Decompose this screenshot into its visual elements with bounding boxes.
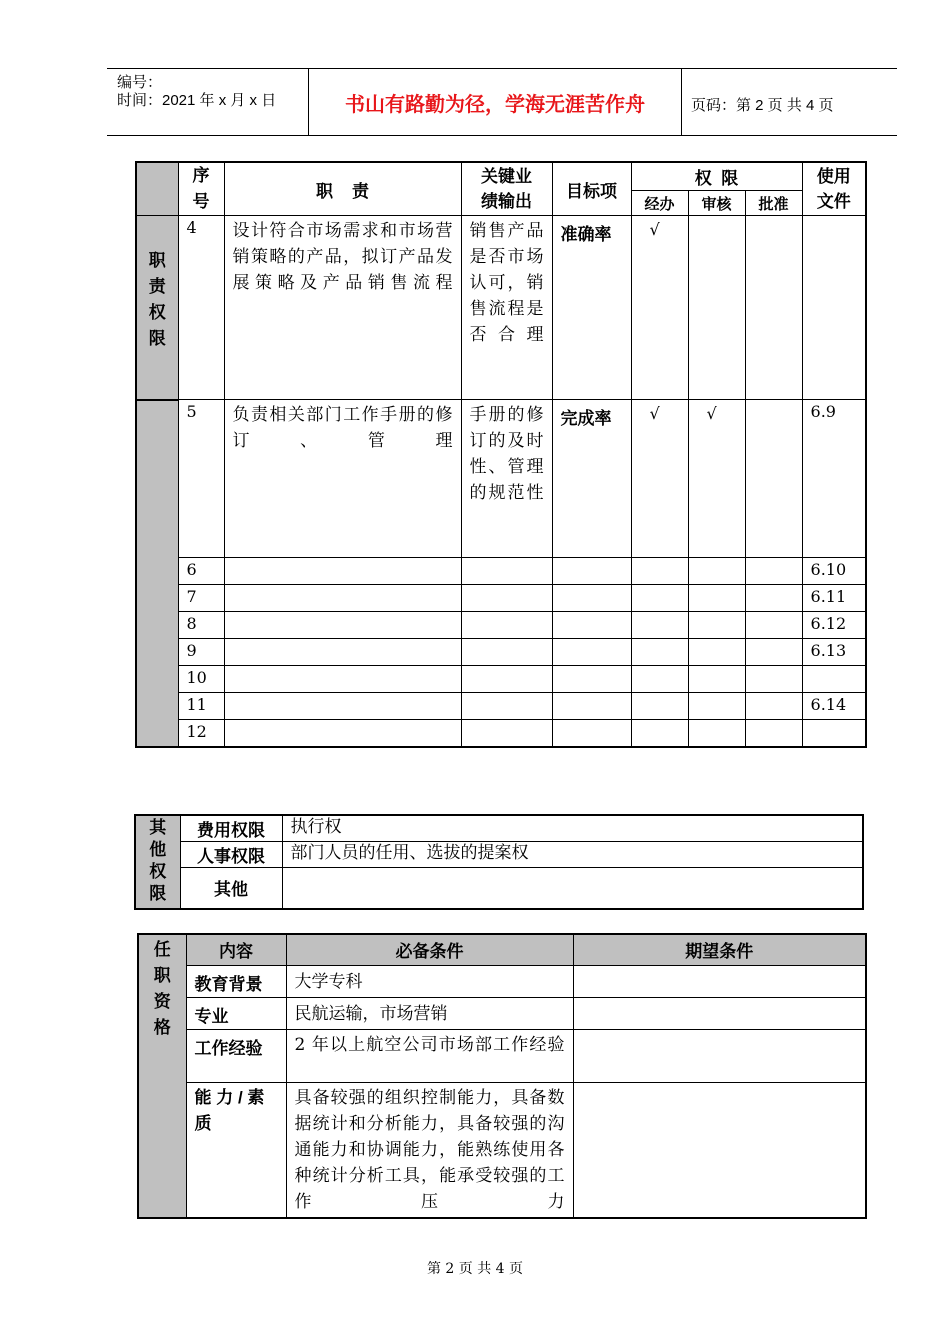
- row-handle: [631, 666, 688, 693]
- row-handle: [631, 585, 688, 612]
- row-output: 手册的修订的及时性、管理的规范性: [461, 400, 552, 558]
- row-output: [461, 639, 552, 666]
- row-output: [461, 666, 552, 693]
- section-label-responsibilities: 职责权限: [136, 216, 178, 400]
- row-output: [461, 585, 552, 612]
- row-seq: 9: [178, 639, 224, 666]
- row-duty: [224, 639, 461, 666]
- row-value: 部门人员的任用、选拔的提案权: [282, 842, 863, 868]
- row-label: 费用权限: [180, 815, 282, 842]
- other-authority-table: [134, 814, 864, 910]
- row-approve: [745, 639, 802, 666]
- row-required: 具备较强的组织控制能力，具备数据统计和分析能力，具备较强的沟通能力和协调能力，能熟练使用各种统计分析工具，能承受较强的工作压力: [286, 1082, 573, 1218]
- table-row: [135, 815, 863, 842]
- row-doc: [802, 216, 866, 400]
- row-seq: 11: [178, 693, 224, 720]
- table-row: [135, 842, 863, 868]
- row-duty: [224, 693, 461, 720]
- row-doc: 6.9: [802, 400, 866, 558]
- row-label: 专业: [186, 997, 286, 1029]
- row-output: [461, 720, 552, 747]
- header-bottom-rule: [107, 135, 897, 136]
- row-label: 其他: [180, 868, 282, 909]
- row-review: [688, 216, 745, 400]
- table-row: [136, 720, 866, 747]
- row-doc: 6.14: [802, 693, 866, 720]
- header-required: 必备条件: [286, 934, 573, 965]
- row-duty: [224, 720, 461, 747]
- table-header-row: [138, 934, 866, 965]
- row-approve: [745, 558, 802, 585]
- table-row: [138, 1029, 866, 1082]
- row-required: 2 年以上航空公司市场部工作经验: [286, 1029, 573, 1082]
- row-approve: [745, 585, 802, 612]
- header-number: 编号：: [117, 74, 163, 91]
- row-required: 大学专科: [286, 965, 573, 997]
- header-seq: 序号: [178, 162, 224, 216]
- row-output: [461, 558, 552, 585]
- row-review: [688, 639, 745, 666]
- row-review: [688, 693, 745, 720]
- row-review: √: [688, 400, 745, 558]
- row-duty: [224, 558, 461, 585]
- row-approve: [745, 400, 802, 558]
- row-target: 准确率: [552, 216, 631, 400]
- header-top-rule: [107, 68, 897, 69]
- header-target: 目标项: [552, 162, 631, 216]
- row-doc: 6.12: [802, 612, 866, 639]
- row-review: [688, 585, 745, 612]
- page-footer: 第 2 页 共 4 页: [426, 1261, 524, 1277]
- row-seq: 7: [178, 585, 224, 612]
- row-label: 人事权限: [180, 842, 282, 868]
- row-handle: √: [631, 216, 688, 400]
- header-handle: 经办: [631, 191, 688, 216]
- row-seq: 12: [178, 720, 224, 747]
- row-handle: [631, 558, 688, 585]
- row-handle: √: [631, 400, 688, 558]
- row-target: [552, 693, 631, 720]
- row-approve: [745, 693, 802, 720]
- row-approve: [745, 720, 802, 747]
- row-duty: 负责相关部门工作手册的修订、管理: [224, 400, 461, 558]
- row-duty: [224, 612, 461, 639]
- table-row: [136, 612, 866, 639]
- row-value: [282, 868, 863, 909]
- row-handle: [631, 693, 688, 720]
- table-row: [136, 400, 866, 558]
- table-row: [136, 693, 866, 720]
- header-approve: 批准: [745, 191, 802, 216]
- table-row: [138, 1082, 866, 1218]
- header-key-output: 关键业绩输出: [461, 162, 552, 216]
- row-expected: [573, 1082, 866, 1218]
- row-label: 工作经验: [186, 1029, 286, 1082]
- header-content: 内容: [186, 934, 286, 965]
- row-required: 民航运输，市场营销: [286, 997, 573, 1029]
- row-expected: [573, 1029, 866, 1082]
- section-label-blank: [136, 400, 178, 747]
- row-approve: [745, 216, 802, 400]
- table-row: [136, 585, 866, 612]
- row-approve: [745, 666, 802, 693]
- section-label-other-authority: 其他权限: [135, 815, 180, 909]
- table-row: [135, 868, 863, 909]
- row-expected: [573, 997, 866, 1029]
- header-divider: [308, 68, 309, 135]
- row-doc: 6.13: [802, 639, 866, 666]
- row-seq: 10: [178, 666, 224, 693]
- row-review: [688, 666, 745, 693]
- row-seq: 5: [178, 400, 224, 558]
- row-review: [688, 612, 745, 639]
- row-review: [688, 720, 745, 747]
- table-row: [136, 666, 866, 693]
- row-value: 执行权: [282, 815, 863, 842]
- row-expected: [573, 965, 866, 997]
- row-target: [552, 720, 631, 747]
- row-seq: 6: [178, 558, 224, 585]
- header-motto: 书山有路勤为径，学海无涯苦作舟: [345, 94, 645, 116]
- header-authority: 权 限: [631, 162, 802, 191]
- responsibilities-table: [135, 161, 867, 748]
- header-divider: [681, 68, 682, 135]
- corner-cell: [136, 162, 178, 216]
- row-doc: 6.11: [802, 585, 866, 612]
- row-handle: [631, 639, 688, 666]
- row-review: [688, 558, 745, 585]
- header-duty: 职 责: [224, 162, 461, 216]
- row-duty: 设计符合市场需求和市场营销策略的产品，拟订产品发展策略及产品销售流程: [224, 216, 461, 400]
- row-duty: [224, 585, 461, 612]
- table-row: [138, 965, 866, 997]
- row-target: [552, 612, 631, 639]
- header-doc: 使用文件: [802, 162, 866, 216]
- row-seq: 8: [178, 612, 224, 639]
- row-handle: [631, 612, 688, 639]
- row-approve: [745, 612, 802, 639]
- table-row: [136, 216, 866, 400]
- table-row: [138, 997, 866, 1029]
- row-handle: [631, 720, 688, 747]
- header-review: 审核: [688, 191, 745, 216]
- row-doc: [802, 666, 866, 693]
- qualifications-table: [137, 933, 867, 1219]
- row-output: 销售产品是否市场认可，销售流程是否合理: [461, 216, 552, 400]
- row-label: 教育背景: [186, 965, 286, 997]
- row-doc: [802, 720, 866, 747]
- row-target: [552, 639, 631, 666]
- row-duty: [224, 666, 461, 693]
- row-target: [552, 585, 631, 612]
- table-row: [136, 639, 866, 666]
- header-time: 时间：2021 年 x 月 x 日: [117, 92, 277, 109]
- row-doc: 6.10: [802, 558, 866, 585]
- table-row: [136, 558, 866, 585]
- row-label: 能 力 / 素 质: [186, 1082, 286, 1218]
- row-output: [461, 612, 552, 639]
- row-seq: 4: [178, 216, 224, 400]
- header-expected: 期望条件: [573, 934, 866, 965]
- row-target: 完成率: [552, 400, 631, 558]
- section-label-qualifications: 任职资格: [138, 934, 186, 1218]
- row-output: [461, 693, 552, 720]
- row-target: [552, 558, 631, 585]
- header-page-number: 页码：第 2 页 共 4 页: [691, 97, 834, 114]
- row-target: [552, 666, 631, 693]
